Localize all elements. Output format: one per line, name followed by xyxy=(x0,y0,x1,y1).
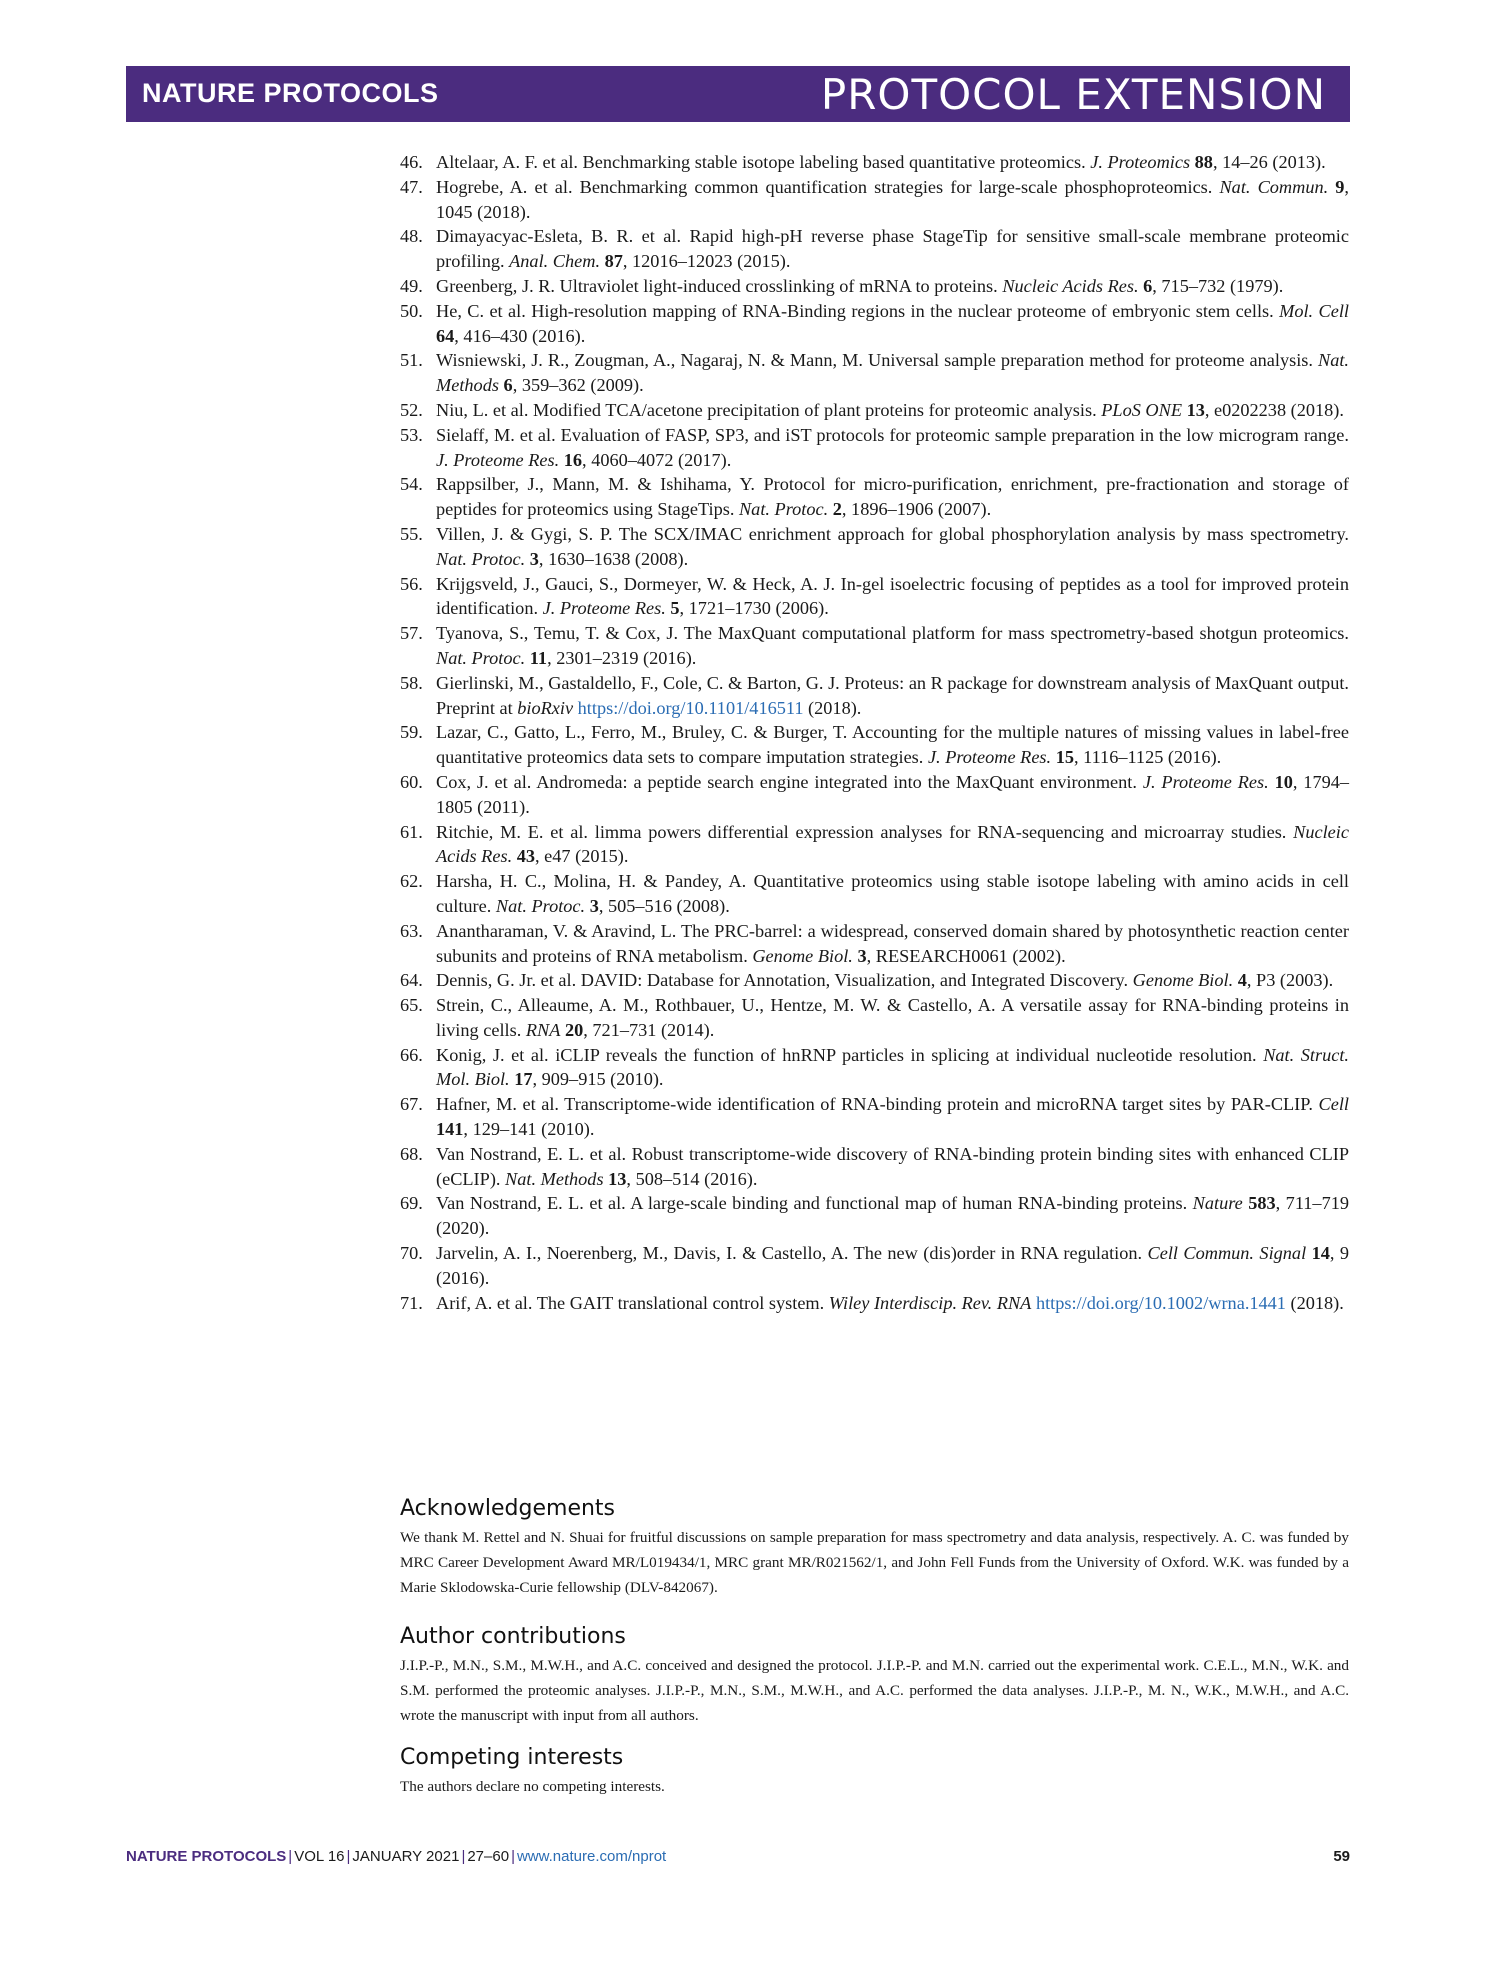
reference-text: , 721–731 (2014). xyxy=(583,1019,715,1040)
reference-item xyxy=(400,572,1349,622)
reference-number: 58. xyxy=(400,672,423,693)
journal-title: Anal. Chem. xyxy=(509,251,601,272)
volume-number: 6 xyxy=(503,375,513,396)
author-contributions-section xyxy=(400,1624,1349,1728)
reference-item xyxy=(400,348,1349,398)
reference-text: Konig, J. et al. iCLIP reveals the function of hnRNP particles in splicing at individual nucleotide resolution. xyxy=(436,1044,1264,1065)
reference-number: 46. xyxy=(400,152,423,172)
reference-item xyxy=(400,274,1349,299)
reference-number: 60. xyxy=(400,771,423,792)
reference-text: , 909–915 (2010). xyxy=(532,1069,664,1090)
footer-url-link[interactable]: www.nature.com/nprot xyxy=(516,1848,667,1865)
competing-interests-section xyxy=(400,1745,1349,1799)
reference-text: Cox, J. et al. Andromeda: a peptide search engine integrated into the MaxQuant environment. xyxy=(436,771,1143,792)
reference-item xyxy=(400,472,1349,522)
reference-item xyxy=(400,770,1349,820)
volume-number: 88 xyxy=(1194,152,1213,172)
reference-text: Hogrebe, A. et al. Benchmarking common quantification strategies for large-scale phosphoproteomics. xyxy=(436,176,1220,197)
footer-separator: | xyxy=(346,1848,351,1865)
footer-separator: | xyxy=(511,1848,515,1865)
volume-number: 17 xyxy=(514,1069,533,1090)
header-banner xyxy=(126,66,1350,122)
reference-text: , 715–732 (1979). xyxy=(1152,275,1284,296)
acknowledgements-section xyxy=(400,1496,1349,1600)
reference-text: Niu, L. et al. Modified TCA/acetone precipitation of plant proteins for proteomic analysis. xyxy=(436,399,1102,420)
reference-text: Altelaar, A. F. et al. Benchmarking stable isotope labeling based quantitative proteomics. xyxy=(436,152,1091,172)
reference-item xyxy=(400,224,1349,274)
section-text: The authors declare no competing interests. xyxy=(400,1778,665,1795)
reference-item xyxy=(400,968,1349,993)
journal-title: J. Proteomics xyxy=(1090,152,1191,172)
reference-text: Hafner, M. et al. Transcriptome-wide identification of RNA-binding protein and microRNA target sites by PAR-CLIP. xyxy=(436,1094,1319,1115)
reference-item xyxy=(400,150,1349,175)
reference-number: 55. xyxy=(400,523,423,544)
footer-separator: | xyxy=(288,1848,293,1865)
journal-name: NATURE PROTOCOLS xyxy=(142,78,439,108)
reference-item xyxy=(400,423,1349,473)
volume-number: 9 xyxy=(1335,176,1345,197)
reference-text: , 2301–2319 (2016). xyxy=(547,647,697,668)
reference-number: 63. xyxy=(400,920,423,941)
reference-number: 53. xyxy=(400,424,423,445)
volume-number: 4 xyxy=(1237,970,1247,991)
reference-number: 54. xyxy=(400,474,423,495)
reference-number: 62. xyxy=(400,871,423,892)
volume-number: 64 xyxy=(436,325,455,346)
reference-text: Van Nostrand, E. L. et al. A large-scale binding and functional map of human RNA-binding proteins. xyxy=(436,1193,1193,1214)
reference-text: , 1896–1906 (2007). xyxy=(841,499,992,520)
reference-number: 68. xyxy=(400,1143,423,1164)
article-type: PROTOCOL EXTENSION xyxy=(820,70,1326,119)
journal-title: Nat. Protoc. xyxy=(495,895,586,916)
reference-text: (2018). xyxy=(1285,1292,1344,1313)
journal-title: Nucleic Acids Res. xyxy=(436,821,1349,867)
journal-title: J. Proteome Res. xyxy=(436,449,560,470)
volume-number: 5 xyxy=(670,598,680,619)
reference-item xyxy=(400,1191,1349,1241)
volume-number: 14 xyxy=(1311,1243,1330,1264)
volume-number: 11 xyxy=(529,647,548,668)
reference-text: Dennis, G. Jr. et al. DAVID: Database for Annotation, Visualization, and Integrated Discovery. xyxy=(436,970,1133,991)
reference-number: 49. xyxy=(400,275,423,296)
reference-text: Gierlinski, M., Gastaldello, F., Cole, C. & Barton, G. J. Proteus: an R package for downstream analysis of MaxQuant output. Preprint at xyxy=(436,672,1349,718)
reference-text: Dimayacyac-Esleta, B. R. et al. Rapid high-pH reverse phase StageTip for sensitive small-scale membrane proteomic profiling. xyxy=(436,226,1349,272)
journal-title: bioRxiv xyxy=(517,697,574,718)
reference-text: Wisniewski, J. R., Zougman, A., Nagaraj, N. & Mann, M. Universal sample preparation method for proteome analysis. xyxy=(436,350,1319,371)
volume-number: 10 xyxy=(1274,771,1293,792)
doi-link[interactable]: https://doi.org/10.1002/wrna.1441 xyxy=(1035,1292,1286,1313)
reference-number: 52. xyxy=(400,399,423,420)
reference-number: 47. xyxy=(400,176,423,197)
reference-text: Arif, A. et al. The GAIT translational control system. xyxy=(436,1292,829,1313)
section-heading: Author contributions xyxy=(400,1624,626,1649)
reference-text: , 129–141 (2010). xyxy=(463,1119,595,1140)
reference-text: , P3 (2003). xyxy=(1246,970,1334,991)
reference-text: , 1794–1805 (2011). xyxy=(436,771,1350,817)
journal-title: Cell xyxy=(1318,1094,1349,1115)
reference-text: Lazar, C., Gatto, L., Ferro, M., Bruley, C. & Burger, T. Accounting for the multiple natures of missing values in label-free quantitative proteomics data sets to compare imputation strategies. xyxy=(436,722,1349,768)
reference-text: Rappsilber, J., Mann, M. & Ishihama, Y. Protocol for micro-purification, enrichment, pre-fractionation and storage of peptides for proteomics using StageTips. xyxy=(436,474,1349,520)
reference-item xyxy=(400,1043,1349,1093)
reference-number: 65. xyxy=(400,995,423,1016)
reference-number: 50. xyxy=(400,300,423,321)
reference-text: Strein, C., Alleaume, A. M., Rothbauer, U., Hentze, M. W. & Castello, A. A versatile assay for RNA-binding proteins in living cells. xyxy=(436,995,1349,1040)
reference-text: Tyanova, S., Temu, T. & Cox, J. The MaxQuant computational platform for mass spectrometry-based shotgun proteomics. xyxy=(436,623,1349,644)
reference-text: Krijgsveld, J., Gauci, S., Dormeyer, W. & Heck, A. J. In-gel isoelectric focusing of peptides as a tool for improved protein identification. xyxy=(436,573,1349,619)
reference-number: 61. xyxy=(400,821,423,842)
footer-volume: VOL 16 xyxy=(294,1848,345,1865)
journal-title: Nat. Commun. xyxy=(1219,176,1329,197)
reference-item xyxy=(400,671,1349,721)
footer-pages: 27–60 xyxy=(467,1848,510,1865)
reference-number: 71. xyxy=(400,1292,423,1313)
reference-number: 69. xyxy=(400,1193,423,1214)
reference-number: 57. xyxy=(400,623,423,644)
journal-title: Cell Commun. Signal xyxy=(1147,1243,1307,1264)
journal-title: Nat. Struct. Mol. Biol. xyxy=(436,1044,1349,1090)
volume-number: 13 xyxy=(1186,399,1205,420)
reference-item xyxy=(400,299,1349,349)
reference-text: , 359–362 (2009). xyxy=(512,375,644,396)
reference-text: Anantharaman, V. & Aravind, L. The PRC-barrel: a widespread, conserved domain shared by photosynthetic reaction center subunits and proteins of RNA metabolism. xyxy=(436,920,1349,966)
reference-text: Greenberg, J. R. Ultraviolet light-induced crosslinking of mRNA to proteins. xyxy=(436,275,1003,296)
journal-title: Nucleic Acids Res. xyxy=(1002,275,1139,296)
reference-item xyxy=(400,522,1349,572)
journal-title: Nat. Methods xyxy=(505,1168,604,1189)
reference-text: , 508–514 (2016). xyxy=(626,1168,758,1189)
reference-text: , 505–516 (2008). xyxy=(598,895,730,916)
volume-number: 141 xyxy=(436,1119,464,1140)
reference-item xyxy=(400,621,1349,671)
section-heading: Competing interests xyxy=(400,1745,624,1770)
reference-text: Villen, J. & Gygi, S. P. The SCX/IMAC enrichment approach for global phosphorylation analysis by mass spectrometry. xyxy=(436,523,1349,544)
reference-text: , RESEARCH0061 (2002). xyxy=(866,945,1066,966)
reference-text: , e0202238 (2018). xyxy=(1204,399,1344,420)
volume-number: 16 xyxy=(563,449,583,470)
journal-title: J. Proteome Res. xyxy=(542,598,666,619)
volume-number: 2 xyxy=(832,499,842,520)
journal-title: PLoS ONE xyxy=(1101,399,1182,420)
journal-title: Mol. Cell xyxy=(1279,300,1349,321)
page-number: 59 xyxy=(1333,1848,1350,1865)
reference-text: Sielaff, M. et al. Evaluation of FASP, SP3, and iST protocols for proteomic sample preparation in the low microgram range. xyxy=(436,424,1349,445)
reference-text: , 1116–1125 (2016). xyxy=(1073,747,1222,768)
reference-number: 51. xyxy=(400,350,423,371)
volume-number: 3 xyxy=(529,548,539,569)
reference-text: , 711–719 (2020). xyxy=(436,1193,1349,1239)
reference-item xyxy=(400,398,1349,423)
reference-number: 56. xyxy=(400,573,423,594)
journal-title: Wiley Interdiscip. Rev. RNA xyxy=(828,1292,1032,1313)
reference-text: , e47 (2015). xyxy=(535,846,629,867)
volume-number: 20 xyxy=(564,1019,584,1040)
reference-item xyxy=(400,869,1349,919)
section-text: We thank M. Rettel and N. Shuai for fruitful discussions on sample preparation for mass spectrometry and data analysis, respectively. A. C. was funded by MRC Career Development Award MR/L019434/1, MRC grant MR/R021562/1, and John Fell Funds from the University of Oxford. W.K. was funded by a Marie Sklodowska-Curie fellowship (DLV-842067). xyxy=(400,1529,1349,1596)
reference-number: 66. xyxy=(400,1044,423,1065)
footer-date: JANUARY 2021 xyxy=(352,1848,460,1865)
journal-title: Nat. Protoc. xyxy=(436,647,526,668)
reference-text: Harsha, H. C., Molina, H. & Pandey, A. Quantitative proteomics using stable isotope labeling with amino acids in cell culture. xyxy=(436,871,1349,916)
journal-title: Nat. Protoc. xyxy=(738,499,829,520)
journal-title: Genome Biol. xyxy=(1132,970,1234,991)
reference-text: , 9 (2016). xyxy=(436,1243,1349,1288)
reference-item xyxy=(400,720,1349,770)
reference-number: 59. xyxy=(400,722,423,743)
journal-title: Nature xyxy=(1192,1193,1243,1214)
reference-number: 64. xyxy=(400,970,423,991)
reference-text: , 1721–1730 (2006). xyxy=(679,598,829,619)
reference-number: 48. xyxy=(400,226,423,247)
reference-text: , 1630–1638 (2008). xyxy=(538,548,689,569)
reference-text: (2018). xyxy=(803,697,862,718)
doi-link[interactable]: https://doi.org/10.1101/416511 xyxy=(577,697,804,718)
reference-item xyxy=(400,993,1349,1043)
volume-number: 43 xyxy=(516,846,536,867)
volume-number: 3 xyxy=(589,895,599,916)
reference-item xyxy=(400,175,1349,225)
reference-item xyxy=(400,1241,1349,1291)
journal-title: Nat. Methods xyxy=(436,350,1349,396)
volume-number: 6 xyxy=(1143,275,1153,296)
journal-title: J. Proteome Res. xyxy=(927,747,1052,768)
reference-item xyxy=(400,1142,1349,1192)
journal-title: Nat. Protoc. xyxy=(436,548,526,569)
reference-item xyxy=(400,1092,1349,1142)
footer-citation xyxy=(126,1848,666,1865)
footer-journal: NATURE PROTOCOLS xyxy=(126,1848,287,1865)
reference-text: , 14–26 (2013). xyxy=(1212,152,1326,172)
volume-number: 87 xyxy=(604,251,623,272)
reference-item xyxy=(400,1291,1349,1316)
volume-number: 3 xyxy=(857,945,867,966)
page-footer xyxy=(126,1848,1350,1870)
reference-item xyxy=(400,820,1349,870)
reference-text: , 1045 (2018). xyxy=(436,176,1349,222)
volume-number: 13 xyxy=(608,1168,627,1189)
footer-separator: | xyxy=(461,1848,466,1865)
reference-text: , 4060–4072 (2017). xyxy=(582,449,732,470)
reference-text: , 416–430 (2016). xyxy=(454,325,586,346)
volume-number: 583 xyxy=(1248,1193,1276,1214)
journal-title: Genome Biol. xyxy=(752,945,853,966)
journal-title: J. Proteome Res. xyxy=(1142,771,1269,792)
section-heading: Acknowledgements xyxy=(400,1496,616,1521)
section-text: J.I.P.-P., M.N., S.M., M.W.H., and A.C. conceived and designed the protocol. J.I.P.-P. and M.N. carried out the experimental work. C.E.L., M.N., W.K. and S.M. performed the proteomic analyses. J.I.P.-P., M.N., S.M., M.W.H., and A.C. performed the data analyses. J.I.P.-P., M. N., W.K., M.W.H., and A.C. wrote the manuscript with input from all authors. xyxy=(400,1657,1349,1724)
journal-title: RNA xyxy=(525,1019,561,1040)
reference-item xyxy=(400,919,1349,969)
reference-text: , 12016–12023 (2015). xyxy=(622,251,791,272)
reference-text: Ritchie, M. E. et al. limma powers differential expression analyses for RNA-sequencing and microarray studies. xyxy=(436,821,1294,842)
reference-text: Van Nostrand, E. L. et al. Robust transcriptome-wide discovery of RNA-binding protein binding sites with enhanced CLIP (eCLIP). xyxy=(436,1143,1349,1189)
volume-number: 15 xyxy=(1055,747,1074,768)
reference-text: Jarvelin, A. I., Noerenberg, M., Davis, I. & Castello, A. The new (dis)order in RNA regulation. xyxy=(436,1243,1148,1264)
reference-list xyxy=(400,150,1349,1315)
reference-number: 67. xyxy=(400,1094,423,1115)
reference-number: 70. xyxy=(400,1243,423,1264)
reference-text: He, C. et al. High-resolution mapping of RNA-Binding regions in the nuclear proteome of embryonic stem cells. xyxy=(436,300,1280,321)
